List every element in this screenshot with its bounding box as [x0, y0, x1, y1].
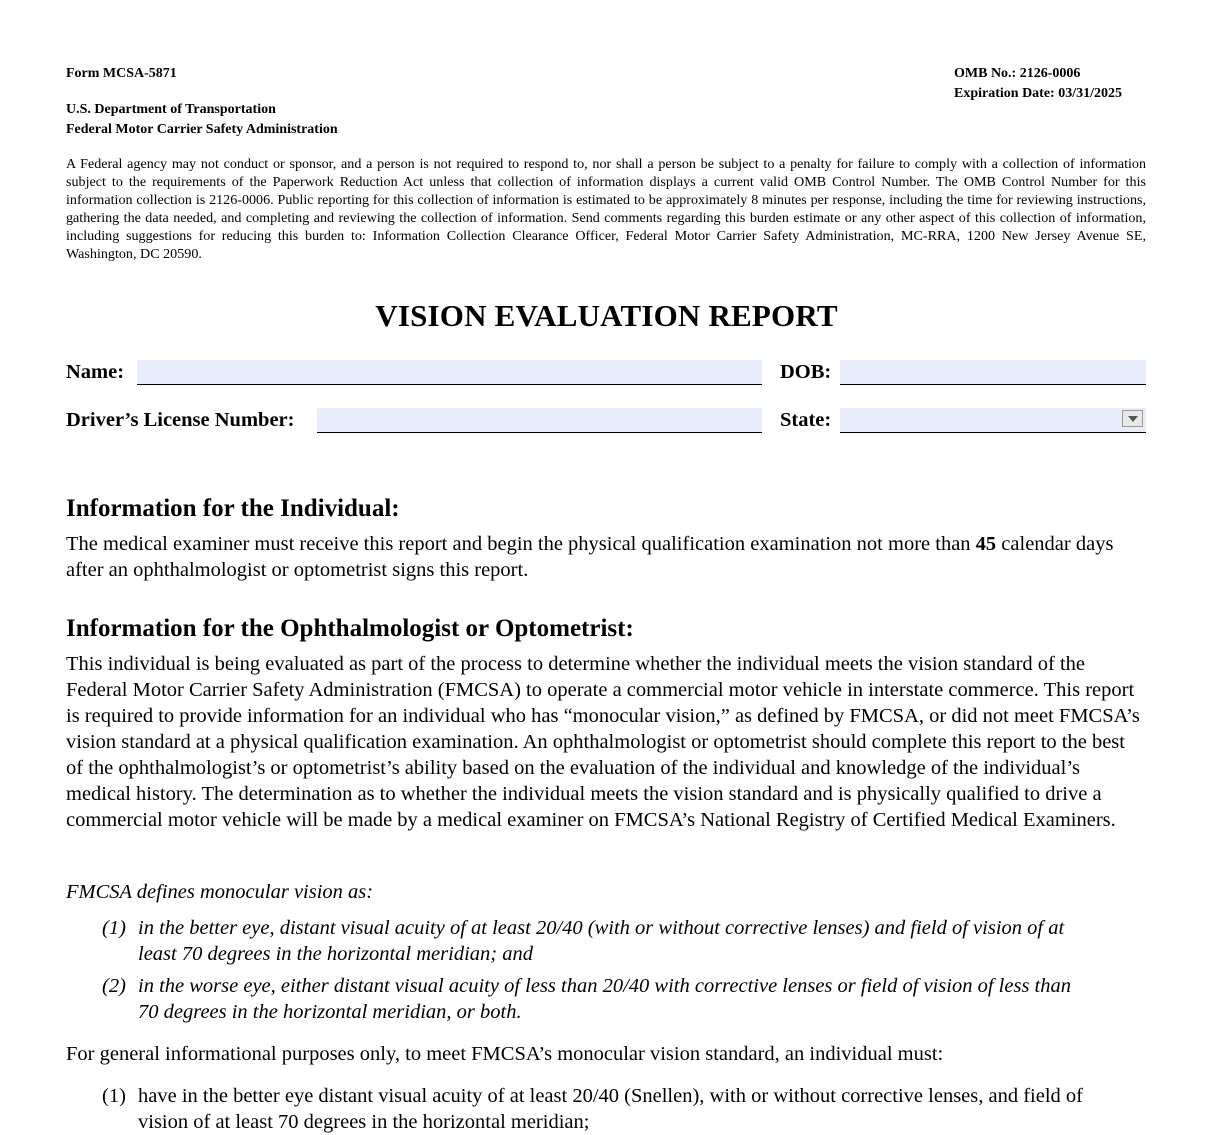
- optometrist-heading: Information for the Ophthalmologist or Optometrist:: [66, 615, 634, 642]
- chevron-down-icon[interactable]: [1122, 410, 1143, 427]
- list-item-text: in the worse eye, either distant visual acuity of less than 20/40 with corrective lenses or field of vision of less than: [138, 975, 1072, 997]
- individual-text-part: calendar days after an ophthalmologist or optometrist signs this report.: [66, 533, 1114, 581]
- dob-label: DOB:: [780, 361, 832, 383]
- page-title: VISION EVALUATION REPORT: [375, 298, 838, 333]
- list-item-number: (2): [102, 975, 126, 997]
- license-label: Driver’s License Number:: [66, 409, 295, 431]
- list-item-text: 70 degrees in the horizontal meridian, or both.: [138, 1001, 522, 1023]
- expiration-date: Expiration Date: 03/31/2025: [954, 86, 1122, 101]
- name-label: Name:: [66, 361, 125, 383]
- list-item-text: vision of at least 70 degrees in the horizontal meridian;: [138, 1111, 590, 1133]
- list-item-text: least 70 degrees in the horizontal meridian; and: [138, 943, 533, 965]
- administration-name: Federal Motor Carrier Safety Administration: [66, 122, 338, 137]
- list-item-number: (1): [102, 1085, 126, 1107]
- omb-number: OMB No.: 2126-0006: [954, 66, 1081, 81]
- individual-heading: Information for the Individual:: [66, 495, 400, 522]
- license-number-field[interactable]: [317, 408, 762, 433]
- days-count: 45: [975, 533, 997, 555]
- definition-intro: FMCSA defines monocular vision as:: [66, 881, 374, 903]
- optometrist-paragraph: This individual is being evaluated as part of the process to determine whether the individual meets the vision standard of the Federal Motor Carrier Safety Administration (FMCSA) to operate a commercial motor vehicle in interstate commerce. This report is required to provide information for an individual who has “monocular vision,” as defined by FMCSA, or did not meet FMCSA’s vision standard at a physical qualification examination. An ophthalmologist or optometrist should complete this report to the best of the ophthalmologist’s or optometrist’s ability based on the evaluation of the individual and knowledge of the individual’s medical history. The determination as to whether the individual meets the vision standard and is physically qualified to drive a commercial motor vehicle will be made by a medical examiner on FMCSA’s National Registry of Certified Medical Examiners.: [66, 653, 1140, 831]
- state-dropdown[interactable]: [840, 408, 1146, 433]
- paperwork-reduction-notice: A Federal agency may not conduct or sponsor, and a person is not required to respond to, nor shall a person be subject to a penalty for failure to comply with a collection of information subject to the requirements of the Paperwork Reduction Act unless that collection of information displays a current valid OMB Control Number. The OMB Control Number for this information collection is 2126-0006. Public reporting for this collection of information is estimated to be approximately 8 minutes per response, including the time for reviewing instructions, gathering the data needed, and completing and reviewing the collection of information. Send comments regarding this burden estimate or any other aspect of this collection of information, including suggestions for reducing this burden to: Information Collection Clearance Officer, Federal Motor Carrier Safety Administration, MC-RRA, 1200 New Jersey Avenue SE, Washington, DC 20590.: [66, 156, 1146, 262]
- individual-text: [66, 531, 1146, 583]
- list-item-text: have in the better eye distant visual acuity of at least 20/40 (Snellen), with or without corrective lenses, and field of: [138, 1085, 1083, 1107]
- list-item-number: (1): [102, 917, 126, 939]
- name-field[interactable]: [137, 360, 762, 385]
- state-label: State:: [780, 409, 832, 431]
- list-item-text: in the better eye, distant visual acuity of at least 20/40 (with or without corrective lenses) and field of vision of at: [138, 917, 1065, 939]
- individual-text-part: The medical examiner must receive this report and begin the physical qualification examination not more than: [66, 533, 976, 555]
- form-number: Form MCSA-5871: [66, 66, 177, 81]
- standard-intro: For general informational purposes only, to meet FMCSA’s monocular vision standard, an individual must:: [66, 1043, 944, 1065]
- department-name: U.S. Department of Transportation: [66, 102, 276, 117]
- dob-field[interactable]: [840, 360, 1146, 385]
